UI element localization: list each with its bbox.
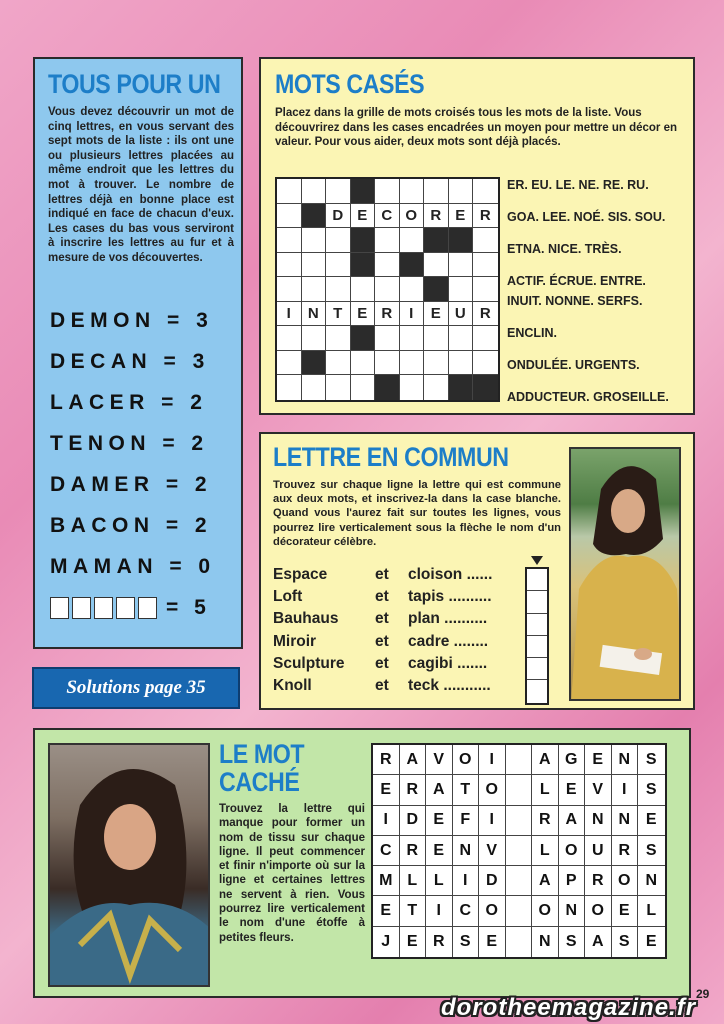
grid-row bbox=[373, 775, 665, 805]
letter-cell: O bbox=[479, 775, 506, 805]
letter-cell: S bbox=[612, 927, 639, 957]
crossword-cell[interactable] bbox=[400, 277, 425, 302]
answer-column bbox=[525, 567, 549, 705]
grid-row bbox=[373, 806, 665, 836]
letter-cell: R bbox=[426, 927, 453, 957]
equation: DECAN = 3 bbox=[50, 350, 210, 373]
letter-cell: N bbox=[612, 806, 639, 836]
crossword-black-cell bbox=[449, 228, 474, 253]
crossword-cell[interactable] bbox=[375, 179, 400, 204]
letter-cell: A bbox=[559, 806, 586, 836]
letter-cell: C bbox=[453, 896, 480, 926]
grid-row bbox=[373, 745, 665, 775]
answer-cell[interactable] bbox=[527, 591, 547, 613]
letter-cell: M bbox=[373, 866, 400, 896]
crossword-cell[interactable] bbox=[277, 253, 302, 278]
answer-boxes bbox=[50, 596, 211, 620]
crossword-cell[interactable] bbox=[375, 277, 400, 302]
word-b: cloison ...... bbox=[408, 566, 493, 583]
grid-row bbox=[373, 836, 665, 866]
word-list-line: ACTIF. ÉCRUE. ENTRE. bbox=[507, 274, 646, 288]
crossword-cell[interactable] bbox=[277, 326, 302, 351]
letter-cell: N bbox=[638, 866, 665, 896]
crossword-row bbox=[277, 228, 498, 253]
letter-cell: E bbox=[426, 806, 453, 836]
crossword-cell[interactable] bbox=[326, 326, 351, 351]
grid-row bbox=[373, 896, 665, 926]
word-b: plan .......... bbox=[408, 610, 488, 627]
equation: DAMER = 2 bbox=[50, 473, 213, 496]
crossword-black-cell bbox=[424, 277, 449, 302]
word-a: Miroir bbox=[273, 633, 317, 650]
letter-cell: N bbox=[532, 927, 559, 957]
crossword-cell[interactable]: R bbox=[424, 204, 449, 229]
crossword-cell[interactable] bbox=[302, 179, 327, 204]
word-list-line: ADDUCTEUR. GROSEILLE. bbox=[507, 390, 669, 404]
et-label: et bbox=[375, 655, 389, 672]
crossword-row bbox=[277, 302, 498, 327]
crossword-cell[interactable] bbox=[400, 375, 425, 400]
crossword-black-cell bbox=[375, 375, 400, 400]
crossword-black-cell bbox=[302, 351, 327, 376]
word-list-line: ETNA. NICE. TRÈS. bbox=[507, 242, 622, 256]
crossword-cell[interactable] bbox=[473, 179, 498, 204]
missing-letter-cell[interactable] bbox=[506, 836, 533, 866]
letter-cell: G bbox=[559, 745, 586, 775]
crossword-cell[interactable] bbox=[351, 375, 376, 400]
crossword-cell[interactable] bbox=[424, 253, 449, 278]
crossword-row bbox=[277, 277, 498, 302]
lettre-en-commun-panel bbox=[259, 432, 695, 710]
crossword-cell[interactable] bbox=[326, 375, 351, 400]
letter-cell: A bbox=[426, 775, 453, 805]
answer-cell[interactable] bbox=[527, 614, 547, 636]
crossword-cell[interactable] bbox=[375, 228, 400, 253]
letter-cell: R bbox=[585, 866, 612, 896]
letter-cell: S bbox=[559, 927, 586, 957]
letter-cell: R bbox=[400, 836, 427, 866]
crossword-cell[interactable] bbox=[277, 277, 302, 302]
le-mot-cache-panel bbox=[33, 728, 691, 998]
letter-cell: I bbox=[453, 866, 480, 896]
missing-letter-cell[interactable] bbox=[506, 775, 533, 805]
letter-cell: L bbox=[426, 866, 453, 896]
crossword-cell[interactable] bbox=[302, 326, 327, 351]
crossword-cell[interactable] bbox=[449, 253, 474, 278]
letter-cell: E bbox=[373, 896, 400, 926]
crossword-cell[interactable] bbox=[400, 326, 425, 351]
answer-box[interactable] bbox=[94, 597, 113, 619]
missing-letter-cell[interactable] bbox=[506, 745, 533, 775]
crossword-black-cell bbox=[351, 253, 376, 278]
photo-man-writing bbox=[569, 447, 681, 701]
mots-cases-instructions: Placez dans la grille de mots croisés tous les mots de la liste. Vous découvrirez dans les cases encadrées un moyen pour mettre un décor en valeur. Pour vous aider, deux mots sont déjà placés. bbox=[275, 107, 678, 149]
crossword-black-cell bbox=[449, 375, 474, 400]
letter-cell: D bbox=[479, 866, 506, 896]
letter-cell: E bbox=[400, 927, 427, 957]
crossword-cell[interactable] bbox=[424, 179, 449, 204]
answer-box[interactable] bbox=[138, 597, 157, 619]
crossword-cell[interactable]: E bbox=[424, 302, 449, 327]
letter-cell: R bbox=[532, 806, 559, 836]
crossword-cell[interactable]: E bbox=[449, 204, 474, 229]
missing-letter-cell[interactable] bbox=[506, 927, 533, 957]
letter-cell: O bbox=[559, 836, 586, 866]
word-b: cagibi ....... bbox=[408, 655, 488, 672]
letter-cell: L bbox=[532, 775, 559, 805]
letter-cell: I bbox=[612, 775, 639, 805]
crossword-black-cell bbox=[473, 375, 498, 400]
crossword-cell[interactable]: R bbox=[375, 302, 400, 327]
letter-cell: R bbox=[612, 836, 639, 866]
answer-box[interactable] bbox=[50, 597, 69, 619]
word-list-line: ENCLIN. bbox=[507, 326, 557, 340]
tous-pour-un-title: TOUS POUR UN bbox=[48, 69, 221, 99]
answer-value: = 5 bbox=[166, 596, 211, 619]
letter-cell: A bbox=[532, 745, 559, 775]
crossword-black-cell bbox=[351, 326, 376, 351]
crossword-cell[interactable]: E bbox=[351, 204, 376, 229]
title-line: CACHÉ bbox=[219, 767, 300, 797]
letter-cell: A bbox=[400, 745, 427, 775]
crossword-cell[interactable] bbox=[375, 253, 400, 278]
crossword-row bbox=[277, 351, 498, 376]
et-label: et bbox=[375, 566, 389, 583]
letter-cell: J bbox=[373, 927, 400, 957]
crossword-row bbox=[277, 179, 498, 204]
arrow-down-icon bbox=[531, 556, 543, 565]
tous-pour-un-instructions: Vous devez découvrir un mot de cinq lettres, en vous servant des sept mots de la liste : ils ont une ou plusieurs lettres placées au même endroit que les lettres du mot à trouver. Le nombre de lettres déjà en bonne place est indiqué en face de chacun d'eux. Les cases du bas vous serviront à inscrire les lettres au fur et à mesure de vos découvertes. bbox=[48, 106, 234, 264]
crossword-cell[interactable] bbox=[326, 253, 351, 278]
word-a: Sculpture bbox=[273, 655, 345, 672]
site-watermark: dorotheemagazine.fr bbox=[441, 994, 697, 1021]
et-label: et bbox=[375, 677, 389, 694]
equation: LACER = 2 bbox=[50, 391, 208, 414]
crossword-cell[interactable]: U bbox=[449, 302, 474, 327]
crossword-cell[interactable] bbox=[473, 228, 498, 253]
title-line: LE MOT bbox=[219, 739, 305, 769]
answer-box[interactable] bbox=[72, 597, 91, 619]
photo-man-portrait bbox=[48, 743, 210, 987]
crossword-cell[interactable]: C bbox=[375, 204, 400, 229]
word-list-line: ONDULÉE. URGENTS. bbox=[507, 358, 640, 372]
crossword-cell[interactable] bbox=[449, 351, 474, 376]
crossword-cell[interactable] bbox=[351, 277, 376, 302]
letter-cell: R bbox=[400, 775, 427, 805]
et-label: et bbox=[375, 610, 389, 627]
letter-cell: P bbox=[559, 866, 586, 896]
equation: BACON = 2 bbox=[50, 514, 213, 537]
answer-cell[interactable] bbox=[527, 636, 547, 658]
crossword-row bbox=[277, 326, 498, 351]
et-label: et bbox=[375, 588, 389, 605]
crossword-cell[interactable] bbox=[326, 277, 351, 302]
letter-cell: N bbox=[612, 745, 639, 775]
crossword-cell[interactable] bbox=[473, 253, 498, 278]
letter-cell: E bbox=[479, 927, 506, 957]
lettre-en-commun-instructions: Trouvez sur chaque ligne la lettre qui est commune aux deux mots, et inscrivez-la dans la case blanche. Quand vous l'aurez fait sur toutes les lignes, vous pourrez lire verticalement sous la flèche le nom d'un décorateur célèbre. bbox=[273, 479, 561, 548]
letter-cell: E bbox=[645, 932, 657, 950]
crossword-cell[interactable] bbox=[375, 351, 400, 376]
letter-cell: L bbox=[532, 836, 559, 866]
letter-cell: O bbox=[585, 896, 612, 926]
letter-cell: R bbox=[373, 745, 400, 775]
letter-cell: S bbox=[638, 775, 665, 805]
crossword-cell[interactable] bbox=[400, 179, 425, 204]
letter-cell: F bbox=[453, 806, 480, 836]
answer-box[interactable] bbox=[116, 597, 135, 619]
letter-cell: I bbox=[479, 806, 506, 836]
crossword-cell[interactable] bbox=[400, 228, 425, 253]
crossword-cell[interactable] bbox=[473, 351, 498, 376]
crossword-black-cell bbox=[351, 179, 376, 204]
equation: DEMON = 3 bbox=[50, 309, 214, 332]
crossword-cell[interactable] bbox=[302, 228, 327, 253]
letter-cell: U bbox=[585, 836, 612, 866]
crossword-cell[interactable] bbox=[277, 179, 302, 204]
crossword-cell[interactable] bbox=[473, 277, 498, 302]
et-label: et bbox=[375, 633, 389, 650]
crossword-cell[interactable] bbox=[424, 375, 449, 400]
crossword-black-cell bbox=[424, 228, 449, 253]
crossword-cell[interactable]: O bbox=[400, 204, 425, 229]
mots-cases-title: MOTS CASÉS bbox=[275, 69, 425, 99]
word-a: Loft bbox=[273, 588, 303, 605]
le-mot-cache-title bbox=[219, 740, 304, 796]
answer-cell[interactable] bbox=[527, 680, 547, 702]
crossword-cell[interactable] bbox=[473, 326, 498, 351]
word-b: teck ........... bbox=[408, 677, 491, 694]
letter-cell: E bbox=[638, 806, 665, 836]
missing-letter-cell[interactable] bbox=[506, 806, 533, 836]
letter-cell: T bbox=[453, 775, 480, 805]
crossword-cell[interactable]: N bbox=[302, 302, 327, 327]
crossword-cell[interactable] bbox=[302, 375, 327, 400]
letter-cell: O bbox=[479, 896, 506, 926]
letter-cell: O bbox=[532, 896, 559, 926]
crossword-cell[interactable] bbox=[326, 228, 351, 253]
missing-letter-cell[interactable] bbox=[506, 896, 533, 926]
crossword-cell[interactable]: D bbox=[326, 204, 351, 229]
tous-pour-un-panel bbox=[33, 57, 243, 649]
crossword-cell[interactable] bbox=[449, 277, 474, 302]
word-b: tapis .......... bbox=[408, 588, 492, 605]
crossword-cell[interactable] bbox=[400, 351, 425, 376]
hidden-word-grid bbox=[371, 743, 667, 959]
crossword-cell[interactable]: I bbox=[277, 302, 302, 327]
solutions-banner: Solutions page 35 bbox=[32, 667, 240, 709]
crossword-cell[interactable]: I bbox=[400, 302, 425, 327]
letter-cell: I bbox=[426, 896, 453, 926]
crossword-cell[interactable] bbox=[375, 326, 400, 351]
crossword-row bbox=[277, 375, 498, 400]
crossword-black-cell bbox=[351, 228, 376, 253]
equation: TENON = 2 bbox=[50, 432, 209, 455]
answer-cell[interactable] bbox=[527, 569, 547, 591]
letter-cell: L bbox=[400, 866, 427, 896]
letter-cell: D bbox=[400, 806, 427, 836]
crossword-cell[interactable] bbox=[326, 179, 351, 204]
letter-cell: E bbox=[559, 775, 586, 805]
letter-cell: S bbox=[638, 745, 665, 775]
letter-cell: A bbox=[585, 927, 612, 957]
word-list-line: GOA. LEE. NOÉ. SIS. SOU. bbox=[507, 210, 666, 224]
letter-cell: O bbox=[612, 866, 639, 896]
grid-row bbox=[373, 927, 665, 957]
word-list-line: INUIT. NONNE. SERFS. bbox=[507, 294, 643, 308]
grid-row bbox=[373, 866, 665, 896]
crossword-cell[interactable] bbox=[351, 351, 376, 376]
crossword-cell[interactable] bbox=[277, 375, 302, 400]
letter-cell: L bbox=[638, 896, 665, 926]
crossword-cell[interactable] bbox=[326, 351, 351, 376]
crossword-row bbox=[277, 253, 498, 278]
crossword-row bbox=[277, 204, 498, 229]
crossword-cell[interactable] bbox=[302, 253, 327, 278]
word-a: Espace bbox=[273, 566, 328, 583]
letter-cell: O bbox=[453, 745, 480, 775]
crossword-cell[interactable] bbox=[277, 228, 302, 253]
letter-cell: E bbox=[373, 775, 400, 805]
word-list-line: ER. EU. LE. NE. RE. RU. bbox=[507, 178, 649, 192]
word-a: Knoll bbox=[273, 677, 312, 694]
letter-cell: C bbox=[373, 836, 400, 866]
letter-cell: S bbox=[453, 927, 480, 957]
letter-cell: S bbox=[638, 836, 665, 866]
letter-cell: N bbox=[559, 896, 586, 926]
crossword-cell[interactable]: R bbox=[473, 302, 498, 327]
letter-cell: V bbox=[585, 775, 612, 805]
letter-cell: A bbox=[532, 866, 559, 896]
crossword-cell[interactable] bbox=[302, 277, 327, 302]
crossword-cell[interactable]: E bbox=[351, 302, 376, 327]
page-number: 29 bbox=[696, 987, 710, 1001]
crossword-cell[interactable] bbox=[277, 351, 302, 376]
crossword-cell[interactable] bbox=[424, 326, 449, 351]
letter-cell: I bbox=[373, 806, 400, 836]
equation: MAMAN = 0 bbox=[50, 555, 216, 578]
crossword-black-cell bbox=[400, 253, 425, 278]
letter-cell: N bbox=[453, 836, 480, 866]
crossword-cell[interactable]: T bbox=[326, 302, 351, 327]
crossword-cell[interactable] bbox=[449, 326, 474, 351]
word-a: Bauhaus bbox=[273, 610, 339, 627]
letter-cell: N bbox=[585, 806, 612, 836]
crossword-cell[interactable] bbox=[424, 351, 449, 376]
missing-letter-cell[interactable] bbox=[506, 866, 533, 896]
crossword-cell[interactable] bbox=[449, 179, 474, 204]
mots-cases-panel bbox=[259, 57, 695, 415]
letter-cell: E bbox=[426, 836, 453, 866]
crossword-black-cell bbox=[302, 204, 327, 229]
letter-cell: E bbox=[612, 896, 639, 926]
letter-cell: V bbox=[479, 836, 506, 866]
lettre-en-commun-title: LETTRE EN COMMUN bbox=[273, 442, 509, 472]
le-mot-cache-instructions: Trouvez la lettre qui manque pour former un nom de tissu sur chaque ligne. Il peut commencer et finir n'importe où sur la ligne et certaines lettres ne servent à rien. Vous pourrez lire verticalement le nom d'une étoffe à petites fleurs. bbox=[219, 803, 365, 944]
crossword-cell[interactable] bbox=[277, 204, 302, 229]
letter-cell: V bbox=[426, 745, 453, 775]
answer-cell[interactable] bbox=[527, 658, 547, 680]
letter-cell: T bbox=[400, 896, 427, 926]
letter-cell: E bbox=[585, 745, 612, 775]
letter-cell: I bbox=[479, 745, 506, 775]
word-b: cadre ........ bbox=[408, 633, 489, 650]
crossword-cell[interactable]: R bbox=[473, 204, 498, 229]
crossword-grid bbox=[275, 177, 500, 402]
